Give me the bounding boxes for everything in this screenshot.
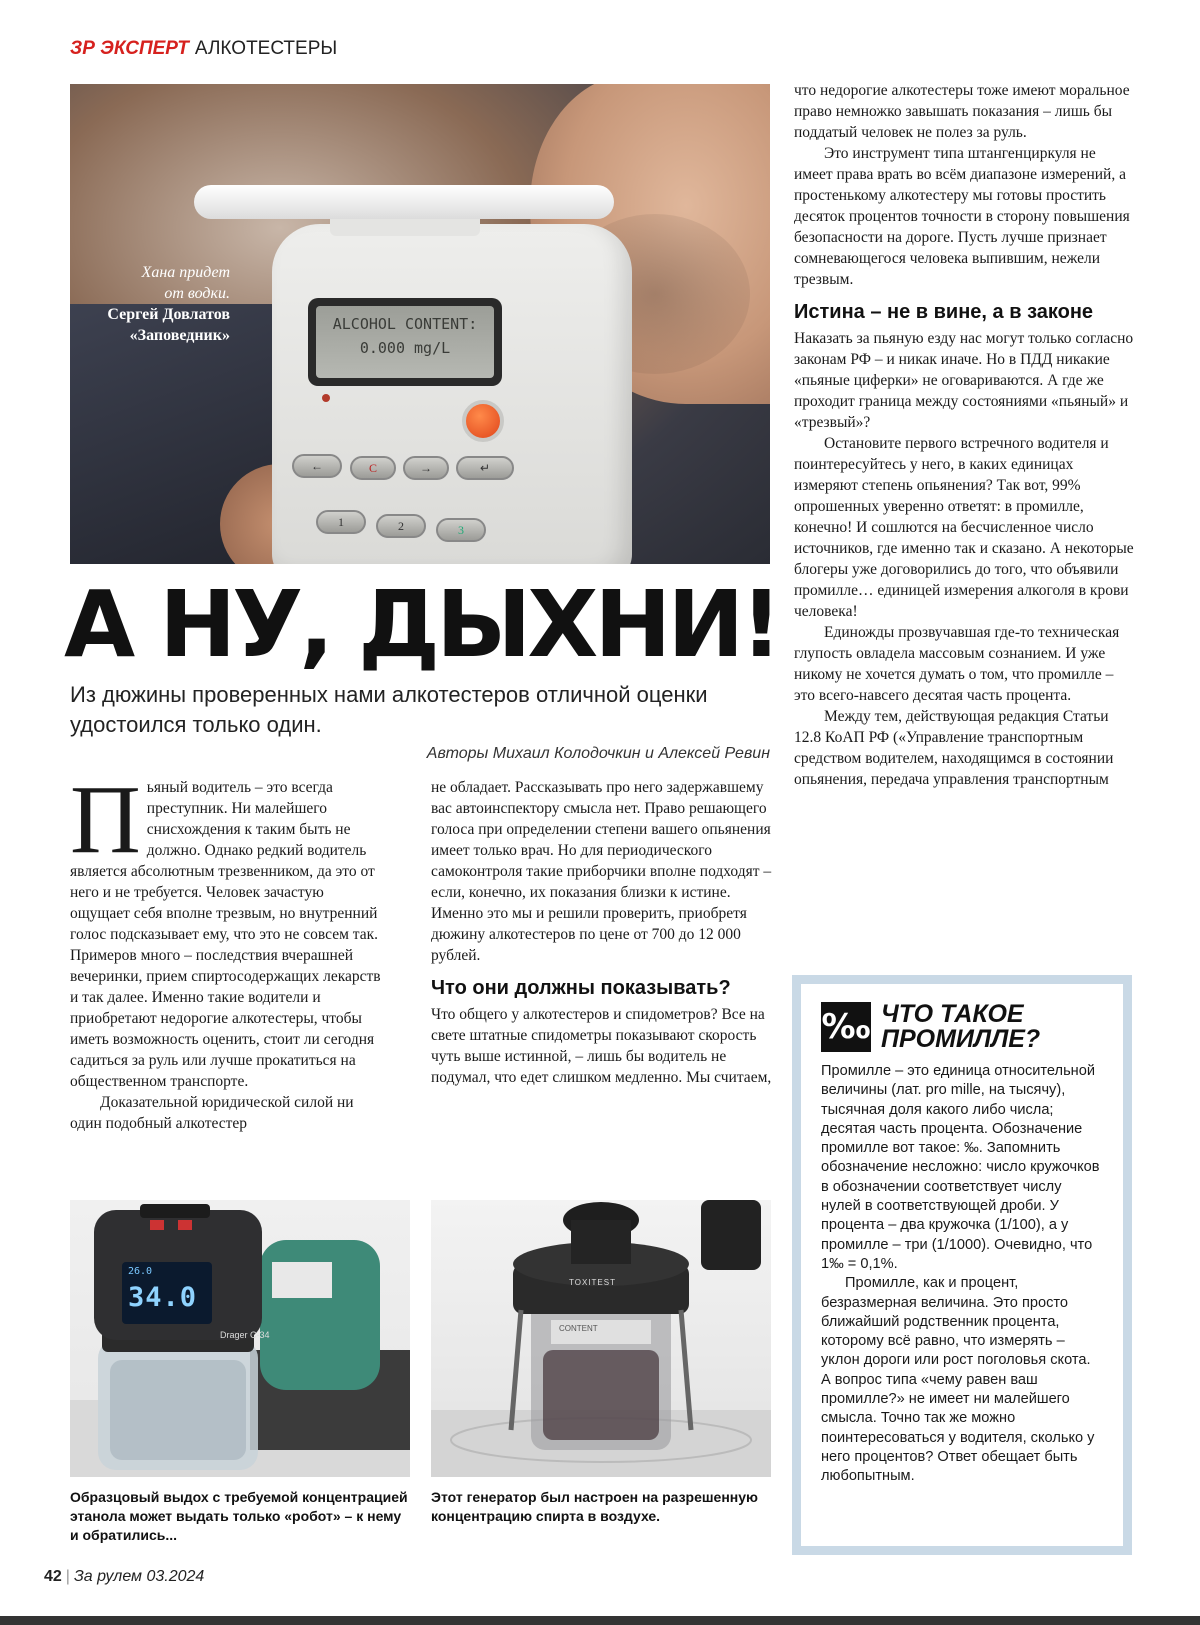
generator-jar-label: CONTENT [559,1324,598,1333]
screen-line-1: ALCOHOL CONTENT: [332,315,478,333]
simulator-small-reading: 26.0 [128,1266,153,1277]
epigraph-author: Сергей Довлатов [107,306,230,323]
sidebar-title-line-1: ЧТО ТАКОЕ [881,1000,1024,1028]
epigraph-line-2: от водки. [164,285,230,302]
generator-label: TOXITEST [569,1278,616,1287]
status-led [322,394,330,402]
column1-paragraph-2: Доказательной юридической силой ни один подобный алкотестер [70,1094,354,1132]
column1-paragraph-1: ьяный водитель – это всегда преступник. Ни малейшего снисхождения к таким быть не должно. Однако редкий водитель является абсолютным трезвенником, да это от него и не требуется. Человек зачастую ощущает себя вполне трезвым, но внутренний голос подсказывает ему, что это не совсем так. Примеров много – последствия вчерашней вечеринки, прием спиртосодержащих лекарств и так далее. Именно такие водители и приобретают недорогие алкотестеры, чтобы иметь возможность оценить, стоит ли сегодня садиться за руль или лучше прокатиться на общественном транспорте. [70,779,381,1090]
column3-paragraph-2: Это инструмент типа штангенциркуля не имеет права врать во всём диапазоне измерений, а простенькому алкотестеру мы готовы простить десяток процентов точности в сторону повышения безопасности на дороге. Пусть лучше признает сомневающегося человека выпившим, нежели трезвым. [794,145,1130,288]
column2-paragraph-2: Что общего у алкотестеров и спидометров? Все на свете штатные спидометры показывают скорость чуть выше истинной, – лишь бы водитель не подумал, что едет слишком медленно. Мы считаем, [431,1006,772,1086]
photo-1-caption: Образцовый выдох с требуемой концентрацией этанола может выдать только «робот» – к нему и обратились... [70,1489,408,1543]
key-1: 1 [316,510,366,534]
sidebar-body [821,1062,1103,1487]
photo-breath-simulator [70,1200,410,1477]
article-headline: А НУ, ДЫХНИ! [64,571,779,678]
power-button [462,400,504,442]
simulator-temperature-reading: 34.0 [128,1282,198,1313]
column2-paragraph-1: не обладает. Рассказывать про него задержавшему вас автоинспектору смысла нет. Право решающего голоса при определении степени вашего опьянения имеет только врач. Но для периодического самоконтроля такие приборчики вполне подходят – если, конечно, их показания близки к истине. Именно это мы и решили проверить, приобретя дюжину алкотестеров по цене от 700 до 12 000 рублей. [431,779,772,964]
sidebar-title [881,1002,1040,1052]
article-column-1 [70,766,385,1134]
drop-cap: П [70,766,141,874]
epigraph [70,262,230,346]
magazine-issue: За рулем 03.2024 [73,1568,205,1585]
column3-paragraph-3: Наказать за пьяную езду нас могут только согласно законам РФ – и никак иначе. Но в ПДД никакие «пьяные циферки» не оговариваются. А где же проходит граница между состояниями «пьяный» и «трезвый»? [794,330,1134,431]
section-label: АЛКОТЕСТЕРЫ [194,38,338,59]
permille-icon: ‰ [821,1002,871,1052]
simulator-brand: Drager C-34 [220,1330,270,1340]
page-number: 42 [44,1568,62,1585]
key-clear: C [350,456,396,480]
section-header [70,38,337,60]
key-3: 3 [436,518,486,542]
key-enter: ↵ [456,456,514,480]
sidebar-what-is-permille [792,975,1132,1555]
key-right: → [403,456,449,480]
article-lead: Из дюжины проверенных нами алкотестеров отличной оценки удостоился только один. [70,682,708,737]
hero-photo [70,84,770,564]
brand-label: ЗР ЭКСПЕРТ [70,38,189,59]
column3-paragraph-6: Между тем, действующая редакция Статьи 12.8 КоАП РФ («Управление транспортным средством водителем, находящимся в состоянии опьянения, передача управления транспортным [794,708,1114,788]
column3-paragraph-4: Остановите первого встречного водителя и поинтересуйтесь у него, в каких единицах измеряют степень опьянения? Так вот, 99% опрошенных уверенно ответят: в промилле, конечно! И сошлются на бесчисленное число источников, где именно так и сказано. А некоторые блогеры уже договорились до того, что объявили промилле… единицей измерения алкоголя в крови человека! [794,435,1134,620]
article-column-2 [431,777,773,1088]
key-left: ← [292,454,342,478]
column3-paragraph-1: что недорогие алкотестеры тоже имеют моральное право немножко завышать показания – лишь бы поддатый человек не полез за руль. [794,82,1130,141]
column3-subheading: Истина – не в вине, а в законе [794,301,1094,323]
mouthpiece-tube [194,185,614,219]
column3-paragraph-5: Единожды прозвучавшая где-то техническая глупость овладела массовым сознанием. И уже никому не хочется думать о том, что промилле – это всего-навсего десятая часть процента. [794,624,1120,704]
sidebar-title-line-2: ПРОМИЛЛЕ? [881,1025,1041,1053]
article-column-3 [794,80,1134,790]
page-footer [44,1568,204,1586]
device-screen [308,298,502,386]
photo-vapor-generator [431,1200,771,1477]
column2-subheading: Что они должны показывать? [431,977,731,999]
article-authors: Авторы Михаил Колодочкин и Алексей Ревин [426,745,770,762]
screen-line-2: 0.000 mg/L [359,339,451,357]
sidebar-paragraph-2: Промилле, как и процент, безразмерная величина. Это просто ближайший родственник процента, которому всё равно, что измерять – уклон дороги или рост поголовья скота. А вопрос типа «чему равен ваш промилле?» не имеет ни малейшего смысла. Точно так же можно поинтересоваться у водителя, сколько у него процентов? Ответ обещает быть любопытным. [821,1275,1095,1485]
footer-separator: | [65,1568,70,1585]
vapor-generator-illustration [431,1200,771,1477]
page-bottom-bar [0,1616,1200,1625]
epigraph-line-1: Хана придет [141,264,230,281]
epigraph-source: «Заповедник» [129,327,230,344]
photo-2-caption: Этот генератор был настроен на разрешенную концентрацию спирта в воздухе. [431,1489,758,1524]
key-2: 2 [376,514,426,538]
sidebar-paragraph-1: Промилле – это единица относительной величины (лат. pro mille, на тысячу), тысячная доля какого либо числа; десятая часть процента. Обозначение промилле вот такое: ‰. Запомнить обозначение несложно: число кружочков в обозначении соответствует числу нулей в соответствующей дроби. У процента – два кружочка (1/100), а у промилле – три (1/1000). Очевидно, что 1‰ = 0,1%. [821,1063,1100,1272]
